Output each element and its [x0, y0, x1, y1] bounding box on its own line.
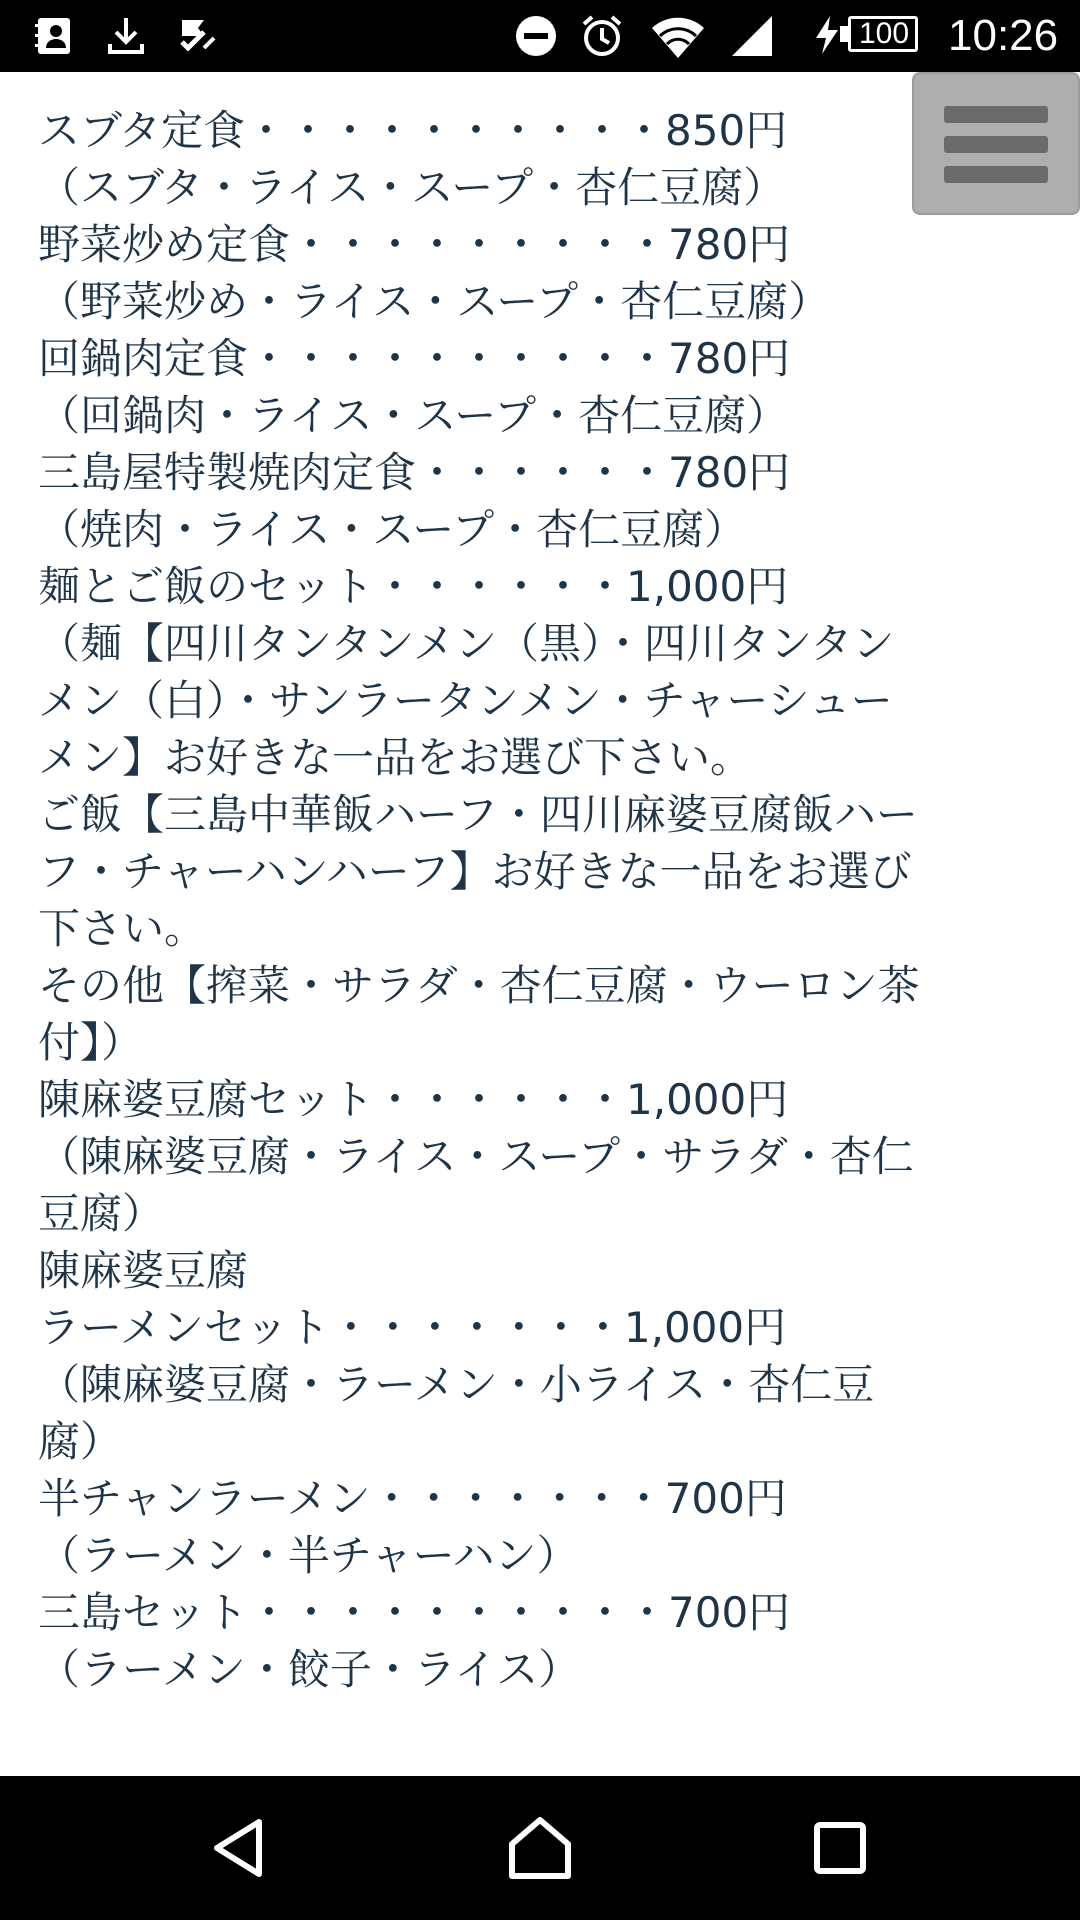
menu-line: 陳麻婆豆腐: [38, 1246, 249, 1295]
menu-bar: [944, 136, 1048, 153]
menu-button[interactable]: [912, 72, 1080, 215]
battery-indicator: [812, 14, 930, 56]
status-bar: [0, 0, 1080, 72]
charging-icon: [812, 14, 842, 56]
menu-line: 付】）: [38, 1018, 144, 1067]
menu-line: 半チャンラーメン・・・・・・・700円: [38, 1474, 787, 1523]
menu-line: （野菜炒め・ライス・スープ・杏仁豆腐）: [38, 277, 831, 326]
menu-line: （ラーメン・餃子・ライス）: [38, 1645, 581, 1694]
wifi-icon: [650, 12, 706, 60]
menu-line: （焼肉・ライス・スープ・杏仁豆腐）: [38, 505, 747, 554]
recents-icon: [804, 1812, 876, 1884]
menu-line: 三島屋特製焼肉定食・・・・・・780円: [38, 448, 791, 497]
menu-line: （スブタ・ライス・スープ・杏仁豆腐）: [38, 163, 786, 212]
navigation-bar: [0, 1776, 1080, 1920]
menu-line: （陳麻婆豆腐・ラーメン・小ライス・杏仁豆: [38, 1360, 875, 1409]
menu-line: （回鍋肉・ライス・スープ・杏仁豆腐）: [38, 391, 789, 440]
menu-line: スブタ定食・・・・・・・・・・850円: [38, 106, 788, 155]
menu-line: 麺とご飯のセット・・・・・・1,000円: [38, 562, 789, 611]
alarm-icon: [578, 12, 626, 60]
menu-line: （陳麻婆豆腐・ライス・スープ・サラダ・杏仁: [38, 1132, 914, 1181]
menu-line: （麺【四川タンタンメン（黒）・四川タンタン: [38, 619, 895, 668]
menu-line: 豆腐）: [38, 1189, 165, 1238]
menu-list: [38, 102, 1048, 1698]
do-not-disturb-icon: [512, 12, 560, 60]
menu-line: フ・チャーハンハーフ】お好きな一品をお選び: [38, 847, 912, 896]
menu-line: その他【搾菜・サラダ・杏仁豆腐・ウーロン茶: [38, 961, 920, 1010]
clock: 10:26: [948, 11, 1059, 60]
menu-line: ラーメンセット・・・・・・・1,000円: [38, 1303, 787, 1352]
menu-line: 陳麻婆豆腐セット・・・・・・1,000円: [38, 1075, 789, 1124]
recents-button[interactable]: [804, 1812, 876, 1884]
menu-line: 三島セット・・・・・・・・・・700円: [38, 1588, 791, 1637]
menu-bar: [944, 106, 1048, 123]
download-icon: [102, 12, 150, 60]
menu-line: 回鍋肉定食・・・・・・・・・・780円: [38, 334, 791, 383]
signal-icon: [728, 12, 776, 60]
home-icon: [504, 1812, 576, 1884]
contacts-icon: [30, 12, 78, 60]
menu-line: （ラーメン・半チャーハン）: [38, 1531, 579, 1580]
menu-bar: [944, 166, 1048, 183]
battery-level: 100: [858, 17, 910, 50]
menu-line: 腐）: [38, 1417, 123, 1466]
menu-line: 野菜炒め定食・・・・・・・・・780円: [38, 220, 791, 269]
menu-line: メン（白）・サンラータンメン・チャーシュー: [38, 676, 893, 725]
menu-line: ご飯【三島中華飯ハーフ・四川麻婆豆腐飯ハー: [38, 790, 918, 839]
menu-line: 下さい。: [38, 904, 207, 953]
home-button[interactable]: [504, 1812, 576, 1884]
checklist-icon: [174, 12, 222, 60]
back-icon: [205, 1812, 277, 1884]
menu-line: メン】お好きな一品をお選び下さい。: [38, 733, 753, 782]
back-button[interactable]: [205, 1812, 277, 1884]
